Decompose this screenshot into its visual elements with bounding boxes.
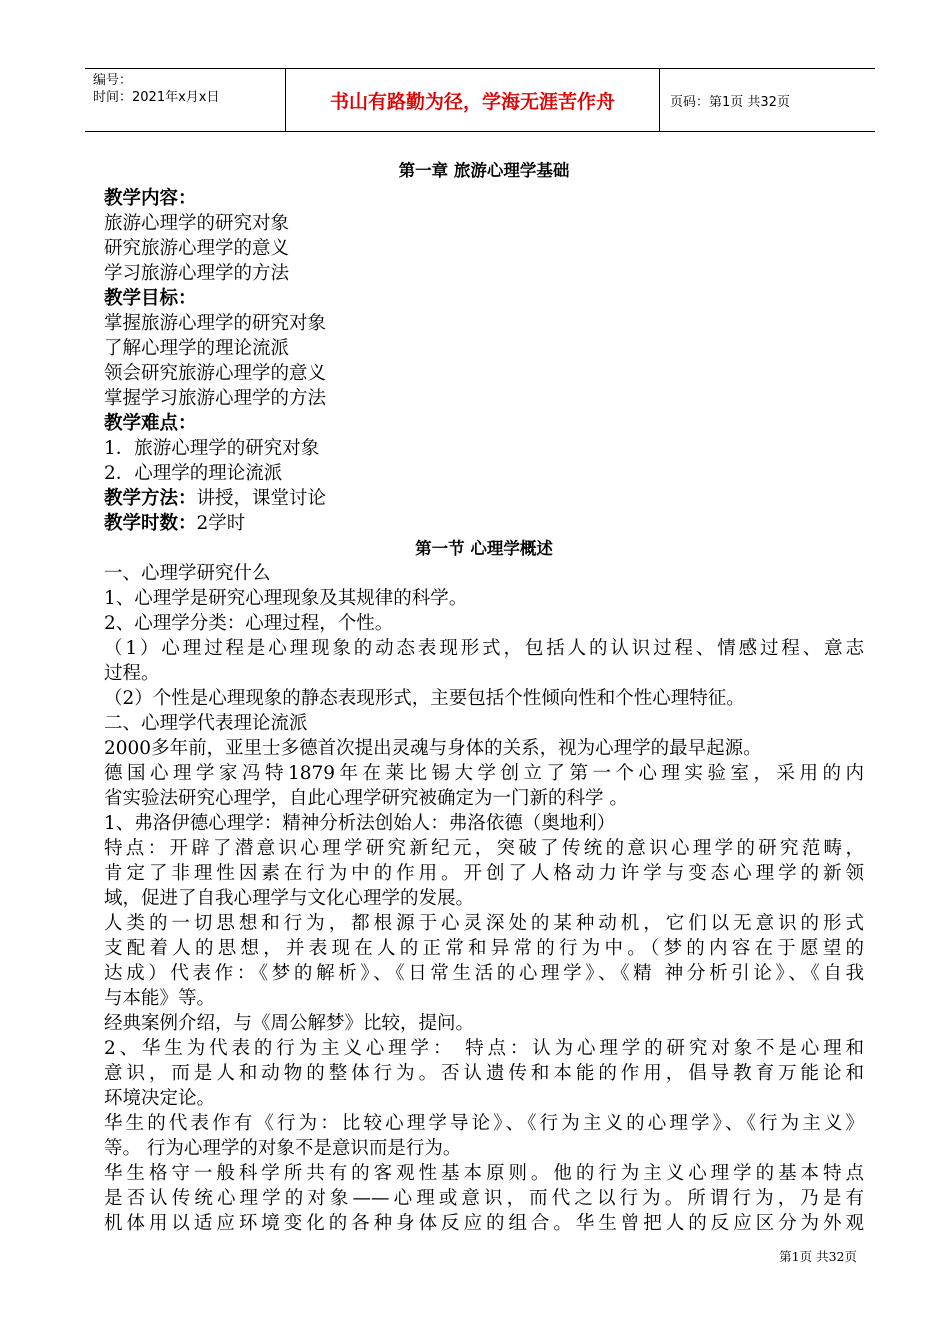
body-line: 一、心理学研究什么 <box>104 563 271 584</box>
difficulty-label: 教学难点： <box>104 413 197 434</box>
body-line: 达成）代表作：《梦的解析》、《日常生活的心理学》、《精 神分析引论》、《自我 <box>104 963 864 984</box>
body-line: 2、华生为代表的行为主义心理学： 特点：认为心理学的研究对象不是心理和 <box>104 1038 864 1059</box>
body-line: （1）心理过程是心理现象的动态表现形式，包括人的认识过程、情感过程、意志 <box>104 638 864 659</box>
hours-label: 教学时数： <box>104 513 197 534</box>
page-info: 页码：第1页 共32页 <box>670 94 790 110</box>
goal-item: 领会研究旅游心理学的意义 <box>104 363 327 384</box>
body-line: 支配着人的思想，并表现在人的正常和异常的行为中。（梦的内容在于愿望的 <box>104 938 864 959</box>
body-line: 机体用以适应环境变化的各种身体反应的组合。华生曾把人的反应区分为外观 <box>104 1213 864 1234</box>
content-item: 学习旅游心理学的方法 <box>104 263 290 284</box>
hours-line <box>104 511 864 536</box>
header-meta-cell <box>85 69 286 131</box>
body-line: 1、心理学是研究心理现象及其规律的科学。 <box>104 588 468 609</box>
page-footer: 第1页 共32页 <box>779 1249 857 1264</box>
goal-item: 掌握旅游心理学的研究对象 <box>104 313 327 334</box>
section-title: 第一节 心理学概述 <box>415 539 553 558</box>
body-line: 华生的代表作有《行为：比较心理学导论》、《行为主义的心理学》、《行为主义》 <box>104 1113 864 1134</box>
body-line: 特点：开辟了潜意识心理学研究新纪元，突破了传统的意识心理学的研究范畴， <box>104 838 864 859</box>
body-line: 华生格守一般科学所共有的客观性基本原则。他的行为主义心理学的基本特点 <box>104 1163 864 1184</box>
body-line: 与本能》等。 <box>104 988 216 1009</box>
body-line: 意识，而是人和动物的整体行为。否认遗传和本能的作用，倡导教育万能论和 <box>104 1063 864 1084</box>
hours-value: 2学时 <box>196 513 246 534</box>
difficulty-item: 2．心理学的理论流派 <box>104 463 283 484</box>
method-label: 教学方法： <box>104 488 197 509</box>
body-line: 肯定了非理性因素在行为中的作用。开创了人格动力许学与变态心理学的新领 <box>104 863 864 884</box>
body-line: 2000多年前，亚里士多德首次提出灵魂与身体的关系，视为心理学的最早起源。 <box>104 738 762 759</box>
body-line: 二、心理学代表理论流派 <box>104 713 308 734</box>
body-line: 人类的一切思想和行为，都根源于心灵深处的某种动机，它们以无意识的形式 <box>104 913 864 934</box>
difficulty-item: 1．旅游心理学的研究对象 <box>104 438 320 459</box>
body-line: 域，促进了自我心理学与文化心理学的发展。 <box>104 888 475 909</box>
document-body <box>104 158 864 1236</box>
body-line: 经典案例介绍，与《周公解梦》比较，提问。 <box>104 1013 475 1034</box>
time-label: 时间：2021年x月x日 <box>93 90 220 105</box>
body-line: 1、弗洛伊德心理学：精神分析法创始人：弗洛依德（奥地利） <box>104 813 616 834</box>
number-label: 编号： <box>93 73 133 88</box>
body-line: 过程。 <box>104 663 160 684</box>
goal-label: 教学目标： <box>104 288 197 309</box>
content-item: 旅游心理学的研究对象 <box>104 213 290 234</box>
page-header <box>85 68 875 132</box>
body-line: 省实验法研究心理学，自此心理学研究被确定为一门新的科学 。 <box>104 788 628 809</box>
goal-item: 了解心理学的理论流派 <box>104 338 290 359</box>
content-label: 教学内容： <box>104 188 197 209</box>
chapter-title: 第一章 旅游心理学基础 <box>398 161 570 180</box>
body-line: （2）个性是心理现象的静态表现形式，主要包括个性倾向性和个性心理特征。 <box>104 688 745 709</box>
body-line: 是否认传统心理学的对象——心理或意识，而代之以行为。所谓行为，乃是有 <box>104 1188 864 1209</box>
body-line: 环境决定论。 <box>104 1088 216 1109</box>
body-line: 等。 行为心理学的对象不是意识而是行为。 <box>104 1138 462 1159</box>
method-line <box>104 486 864 511</box>
goal-item: 掌握学习旅游心理学的方法 <box>104 388 327 409</box>
motto: 书山有路勤为径，学海无涯苦作舟 <box>286 69 660 131</box>
body-line: 德国心理学家冯特1879年在莱比锡大学创立了第一个心理实验室，采用的内 <box>104 763 864 784</box>
method-value: 讲授，课堂讨论 <box>196 488 327 509</box>
body-line: 2、心理学分类：心理过程，个性。 <box>104 613 394 634</box>
content-item: 研究旅游心理学的意义 <box>104 238 290 259</box>
